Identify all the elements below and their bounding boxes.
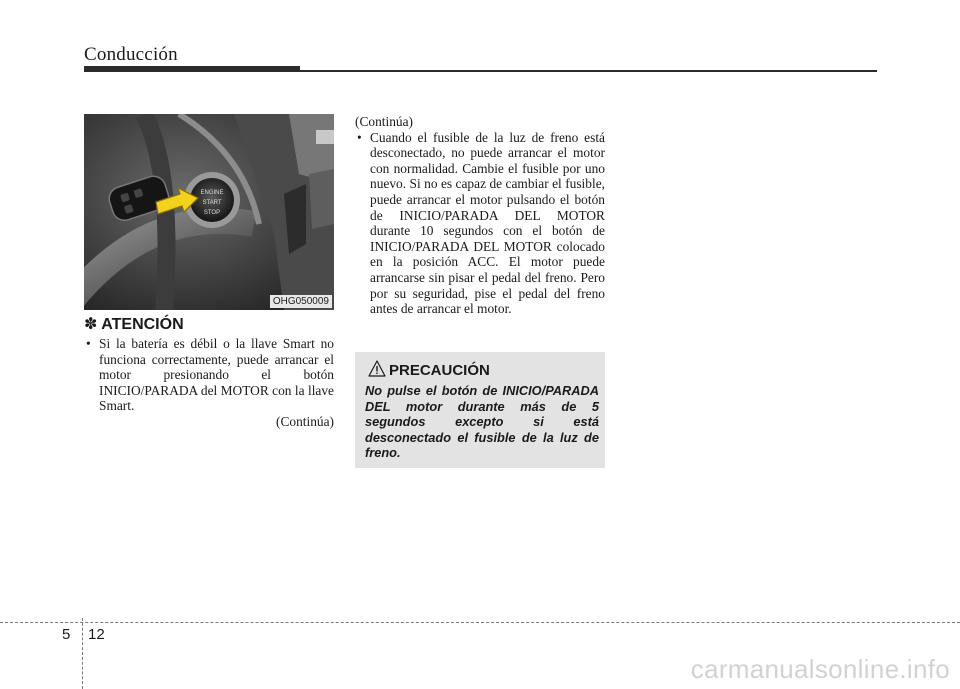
continued-note: (Continúa) <box>275 413 334 429</box>
svg-text:ENGINE: ENGINE <box>200 190 224 196</box>
fuse-bullet-item <box>355 130 605 317</box>
attention-body <box>84 336 334 430</box>
svg-text:STOP: STOP <box>203 210 221 216</box>
watermark-text: carmanualsonline.info <box>690 654 950 684</box>
warning-triangle-icon <box>368 360 386 377</box>
page-number: 12 <box>88 626 105 643</box>
header-rule-thin <box>300 70 877 72</box>
chapter-number: 5 <box>62 626 71 643</box>
figure-code: OHG050009 <box>270 295 332 308</box>
attention-heading: ✽ ATENCIÓN <box>84 316 184 333</box>
svg-text:START: START <box>202 200 222 206</box>
section-title: Conducción <box>84 44 178 65</box>
bullet-icon: • <box>86 336 91 351</box>
fuse-item-text: Cuando el fusible de la luz de freno está desconectado, no puede arrancar el motor con normalidad. Cambie el fusible por uno nuevo. Si no es capaz de cambiar el fusible, puede arrancar el motor pulsando el botón de INICIO/PARADA DEL MOTOR durante 10 segundos con el botón de INICIO/PARADA DEL MOTOR colocado en la posición ACC. El motor puede arrancarse sin pisar el pedal del freno. Pero por su seguridad, pise el pedal del freno antes de arrancar el motor. <box>370 129 605 317</box>
caution-text: No pulse el botón de INICIO/PARADA DEL motor durante más de 5 segundos excepto si está desconectado el fusible de la luz de freno. <box>365 383 599 461</box>
caution-box <box>355 352 605 468</box>
attention-bullet-item <box>84 336 334 414</box>
continued-label: (Continúa) <box>355 114 414 129</box>
caution-heading: PRECAUCIÓN <box>389 362 490 379</box>
right-column-body <box>355 114 605 317</box>
attention-item-text: Si la batería es débil o la llave Smart no funciona correctamente, puede arrancar el motor presionando el botón INICIO/PARADA del MOTOR con la llave Smart. <box>99 336 334 414</box>
bullet-icon: • <box>357 129 362 145</box>
header-rule-thick <box>84 66 300 72</box>
dashboard-illustration <box>84 114 334 310</box>
footer-divider <box>82 618 83 689</box>
footer-rule <box>0 622 960 623</box>
smart-key-start-button-photo <box>84 114 334 310</box>
